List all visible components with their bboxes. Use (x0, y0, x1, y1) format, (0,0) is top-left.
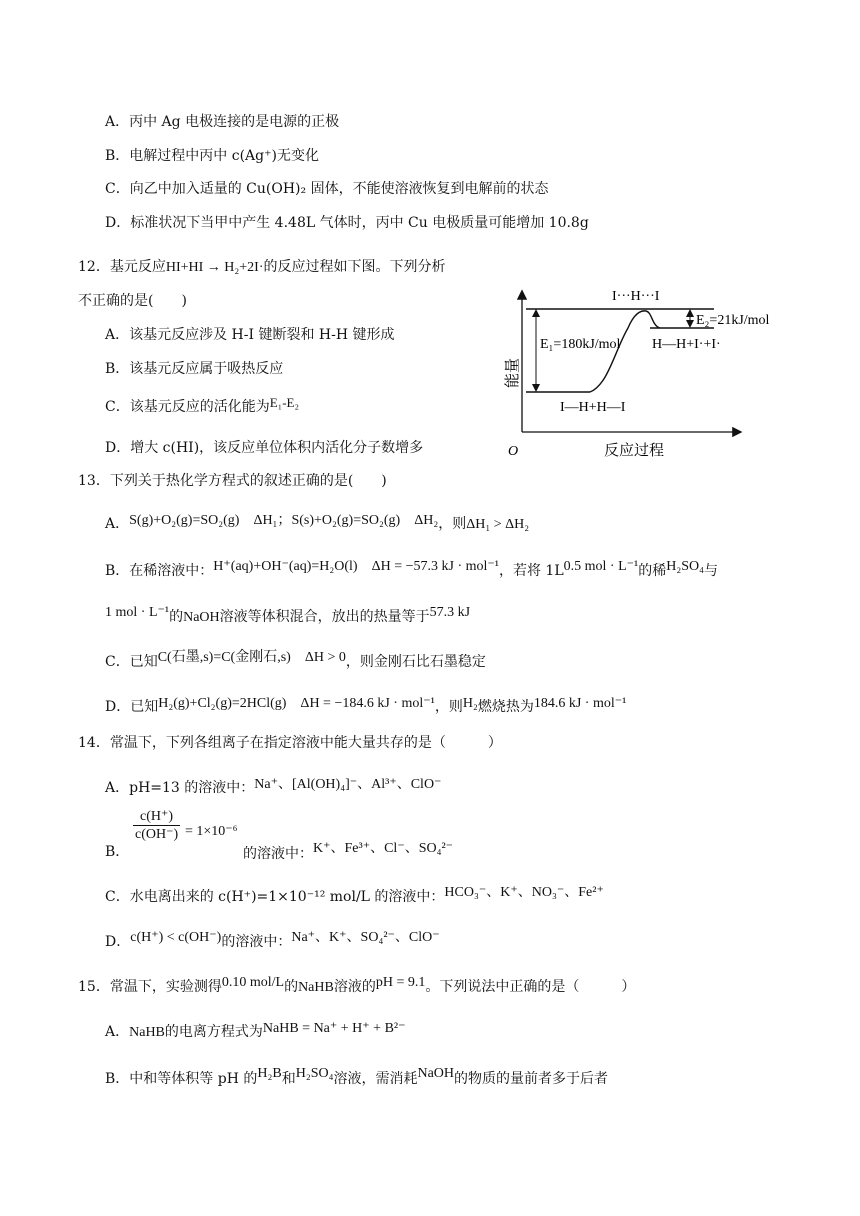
q15-stem-text3: 溶液的 (333, 979, 376, 995)
q15-conc: 0.10 mol/L (221, 975, 285, 990)
q12-option-d: D．增大 c(HI)，该反应单位体积内活化分子数增多 (105, 440, 424, 456)
q12-stem-cont: 不正确的是( ) (78, 293, 187, 309)
q11-option-b: B．电解过程中丙中 c(Ag⁺)无变化 (105, 148, 319, 164)
q13-a-label: A． (105, 516, 130, 532)
q13-a-then: ，则 (438, 516, 467, 532)
q12-equation: HI+HI → H₂+2I· (165, 260, 264, 275)
q14-b-text: 的溶液中： (243, 846, 313, 862)
q15-a-eq: NaHB = Na⁺ + H⁺ + B²⁻ (262, 1021, 406, 1036)
q13-b-acid: H₂SO₄ (666, 559, 705, 574)
q11-option-c: C．向乙中加入适量的 Cu(OH)₂ 固体，不能使溶液恢复到电解前的状态 (105, 181, 549, 197)
q13-a-eq1: S(g)+O₂(g)=SO₂(g) ΔH₁； (129, 513, 292, 528)
q13-a-eq2: S(s)+O₂(g)=SO₂(g) ΔH₂ (291, 513, 439, 528)
q14-a-ions: Na⁺、[Al(OH)₄]⁻、Al³⁺、ClO⁻ (254, 777, 442, 792)
q14-b-label: B． (105, 844, 130, 860)
q13-d-eq: H₂(g)+Cl₂(g)=2HCl(g) ΔH = −184.6 kJ · mol⁻¹ (158, 696, 435, 711)
q12-stem-text: 12．基元反应 (78, 259, 166, 275)
q13-c-text2: ，则金刚石比石墨稳定 (345, 654, 486, 670)
q15-b-text3: 溶液，需消耗 (333, 1071, 418, 1087)
q15-salt: NaHB (298, 980, 334, 995)
q14-d-condition: c(H⁺) < c(OH⁻) (130, 930, 222, 945)
q15-a-salt: NaHB (129, 1025, 165, 1040)
e2-label: E₂=21kJ/mol (696, 313, 770, 328)
q13-b-text5: 的 (169, 609, 184, 625)
q13-option-a (105, 514, 529, 535)
q13-d-text3: 燃烧热为 (477, 699, 534, 715)
q15-a-text: 的电离方程式为 (164, 1024, 263, 1040)
q13-option-b (105, 561, 718, 582)
q13-option-b-cont (105, 607, 470, 628)
q12-option-b: B．该基元反应属于吸热反应 (105, 361, 284, 377)
e1-label: E₁=180kJ/mol (540, 337, 621, 352)
q15-option-a (105, 1022, 406, 1043)
product-label: H—H+I·+I· (652, 337, 721, 352)
q14-b-ions: K⁺、Fe³⁺、Cl⁻、SO₄²⁻ (313, 841, 454, 856)
q12-option-c-text: C．该基元反应的活化能为 (105, 399, 270, 415)
y-axis-label: 能量 (505, 357, 521, 388)
origin-label: O (508, 444, 519, 459)
q15-b-naoh: NaOH (417, 1066, 455, 1081)
q11-option-a: A．丙中 Ag 电极连接的是电源的正极 (105, 114, 340, 130)
q13-b-heat: 57.3 kJ (429, 605, 471, 620)
q13-b-text2: ，若将 1L (498, 563, 564, 579)
transition-state-label: I···H···I (612, 289, 660, 304)
q14-stem: 14．常温下，下列各组离子在指定溶液中能大量共存的是（ ） (78, 735, 502, 751)
q14-c-text: C．水电离出来的 c(H⁺)=1×10⁻¹² mol/L 的溶液中： (105, 889, 445, 905)
q13-d-value: 184.6 kJ · mol⁻¹ (533, 696, 627, 711)
q15-stem-text: 15．常温下，实验测得 (78, 979, 222, 995)
q15-a-label: A． (105, 1024, 130, 1040)
q13-b-conc2: 1 mol · L⁻¹ (105, 605, 170, 620)
q13-b-text4: 与 (704, 563, 719, 579)
q12-stem (78, 257, 445, 278)
q15-stem-text4: 。下列说法中正确的是（ ） (425, 979, 636, 995)
q13-d-text2: ，则 (434, 699, 463, 715)
q13-a-relation: ΔH₁ > ΔH₂ (466, 517, 530, 532)
q14-b-value: = 1×10⁻⁶ (185, 824, 238, 839)
q14-option-d (105, 932, 440, 953)
energy-diagram (500, 280, 790, 460)
q13-c-text: C．已知 (105, 654, 158, 670)
q13-b-eq: H⁺(aq)+OH⁻(aq)=H₂O(l) ΔH = −57.3 kJ · mol⁻¹ (213, 559, 499, 574)
q15-b-h2b: H₂B (257, 1066, 282, 1081)
q14-b-rest (243, 841, 454, 865)
q13-b-base: NaOH (183, 610, 220, 625)
q14-option-c (105, 887, 604, 908)
q13-stem: 13．下列关于热化学方程式的叙述正确的是( ) (78, 473, 387, 489)
q14-c-ions: HCO₃⁻、K⁺、NO₃⁻、Fe²⁺ (444, 885, 604, 900)
q14-d-label: D． (105, 934, 131, 950)
q15-option-b (105, 1066, 609, 1090)
q14-b-denominator: c(OH⁻) (135, 827, 179, 842)
q13-d-h2: H₂ (462, 696, 478, 711)
q13-b-text3: 的稀 (638, 563, 667, 579)
q15-ph: pH = 9.1 (375, 975, 426, 990)
q13-d-text: D．已知 (105, 699, 159, 715)
reactant-label: I—H+H—I (560, 400, 626, 415)
q13-b-conc: 0.5 mol · L⁻¹ (563, 559, 639, 574)
q14-b-numerator: c(H⁺) (133, 808, 180, 826)
q12-option-c (105, 397, 299, 417)
q12-option-a: A．该基元反应涉及 H-I 键断裂和 H-H 键形成 (105, 327, 395, 343)
q14-d-ions: Na⁺、K⁺、SO₄²⁻、ClO⁻ (291, 930, 440, 945)
q11-option-d: D．标准状况下当甲中产生 4.48L 气体时，丙中 Cu 电极质量可能增加 10.8g (105, 215, 589, 231)
q13-b-text: B．在稀溶液中： (105, 563, 214, 579)
q15-b-text: B．中和等体积等 pH 的 (105, 1071, 258, 1087)
q15-b-text2: 和 (281, 1071, 296, 1087)
q15-stem-text2: 的 (284, 979, 299, 995)
q14-b-fraction (133, 808, 180, 843)
q15-stem (78, 977, 635, 998)
q12-stem-text-2: 的反应过程如下图。下列分析 (263, 259, 446, 275)
q15-b-text4: 的物质的量前者多于后者 (454, 1071, 609, 1087)
x-axis-label: 反应过程 (604, 443, 665, 459)
q14-d-text: 的溶液中： (221, 934, 292, 950)
q14-option-a (105, 778, 441, 799)
q13-option-c (105, 652, 486, 673)
q12-option-c-expr: E₁-E₂ (269, 395, 299, 410)
q13-b-text6: 溶液等体积混合，放出的热量等于 (219, 609, 430, 625)
q15-b-h2so4: H₂SO₄ (295, 1066, 334, 1081)
q13-c-eq: C(石墨,s)=C(金刚石,s) ΔH > 0 (157, 650, 346, 665)
q13-option-d (105, 697, 626, 718)
q14-a-text: A．pH=13 的溶液中： (105, 780, 255, 796)
